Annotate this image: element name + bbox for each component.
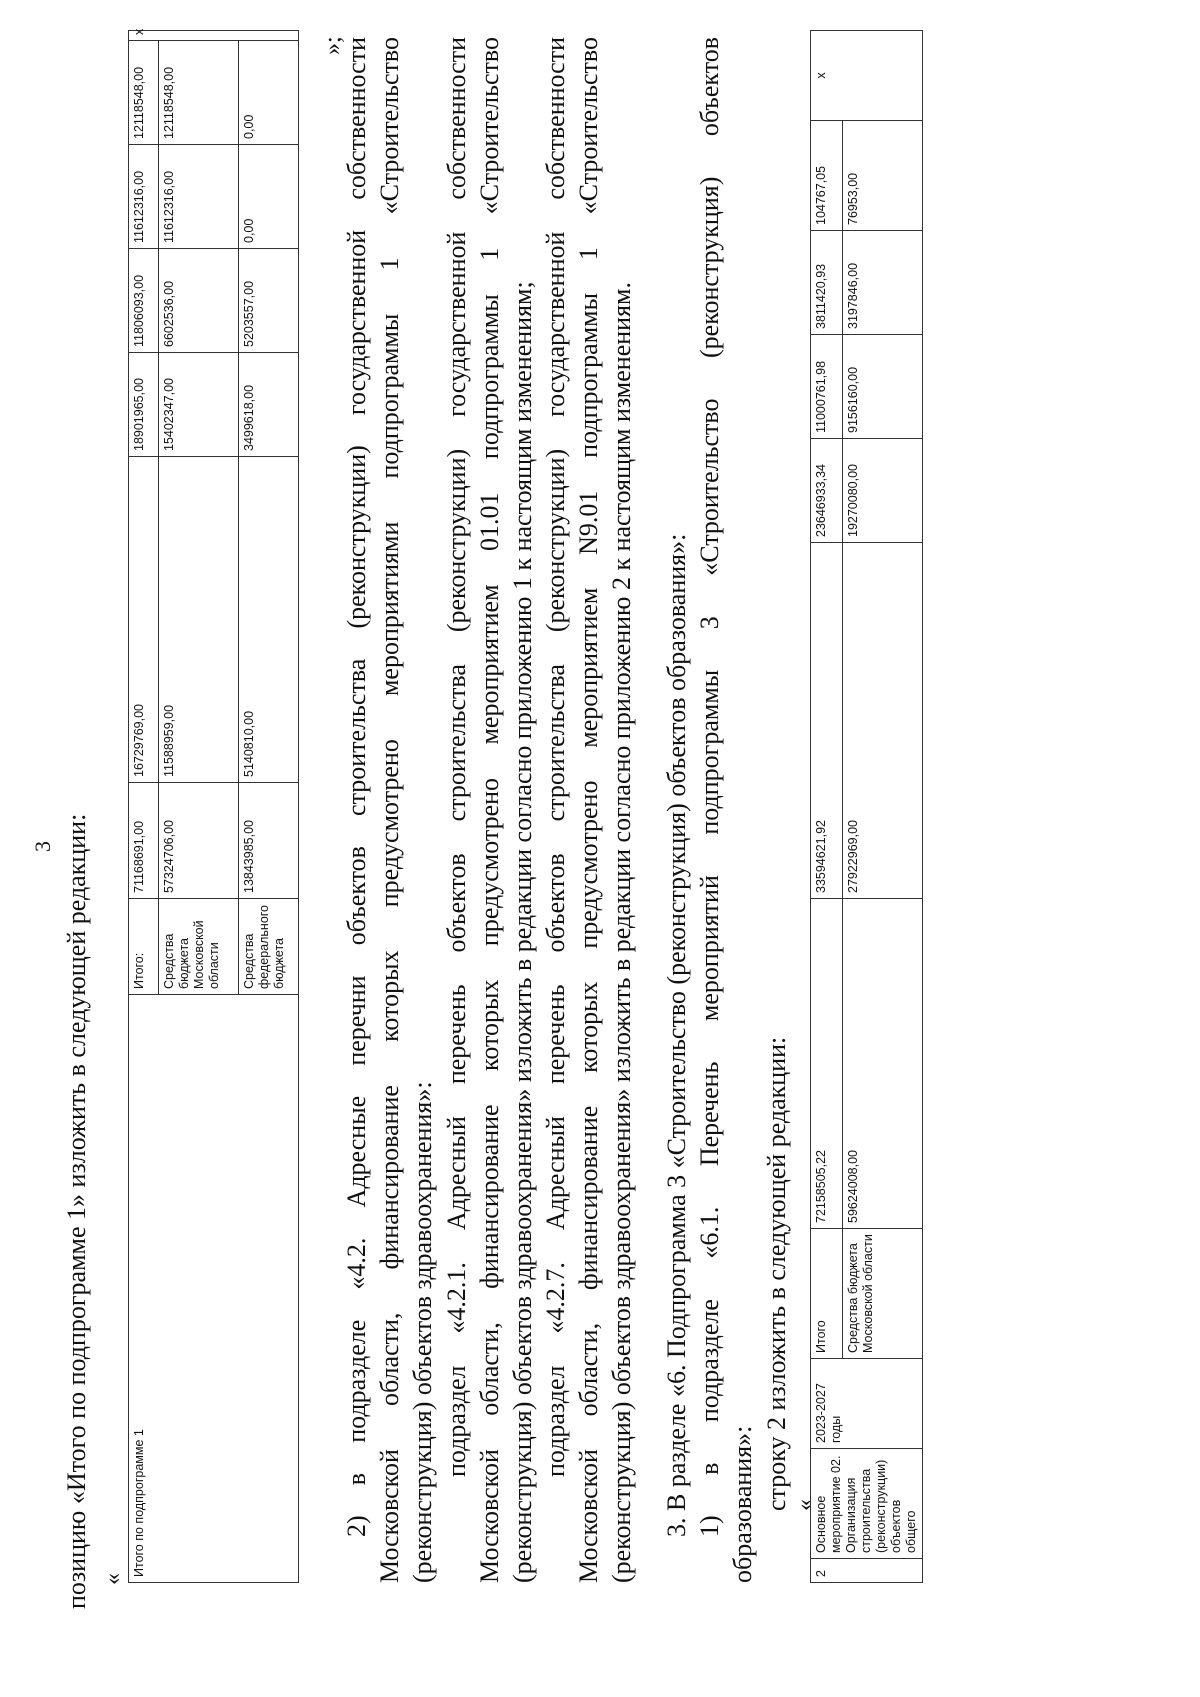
funding-source: Средства федерального бюджета <box>239 899 299 995</box>
year-2025-value: 11000761,98 <box>811 335 843 439</box>
year-2025-value: 5203557,00 <box>239 249 299 353</box>
x-mark: x <box>129 31 299 41</box>
year-2023-value: 33594621,92 <box>811 543 843 899</box>
year-2027-value: 104767,05 <box>811 121 843 231</box>
funding-source: Итого: <box>129 899 159 995</box>
year-2027-value: 76953,00 <box>843 121 923 231</box>
total-value: 59624008,00 <box>843 899 923 1229</box>
total-value: 71168691,00 <box>129 783 159 899</box>
year-2026-value: 0,00 <box>239 145 299 249</box>
total-value: 13843985,00 <box>239 783 299 899</box>
year-2026-value: 3197846,00 <box>843 231 923 335</box>
year-2027-value: 0,00 <box>239 41 299 145</box>
year-2023-value: 11588959,00 <box>159 457 239 783</box>
table-row <box>843 31 923 1583</box>
funding-source: Средства бюджета Московской области <box>159 899 239 995</box>
open-quote-2: « <box>792 1499 818 1511</box>
event-02-table <box>810 30 923 1583</box>
row-number: 2 <box>811 1559 923 1583</box>
paragraph-4-2-line-3: (реконструкция) объектов здравоохранения»: <box>408 1081 437 1583</box>
year-2025-value: 6602536,00 <box>159 249 239 353</box>
close-quote: »; <box>320 36 346 55</box>
paragraph-4-2-1-line-3: (реконструкция) объектов здравоохранения» изложить в редакции согласно приложению 1 к настоящим изменениям; <box>508 281 537 1583</box>
year-2024-value: 23646933,34 <box>811 439 843 543</box>
paragraph-4-2: 2) в подразделе «4.2. Адресные перечни объектов строительства (реконструкции) государственной собственности <box>342 37 371 1537</box>
paragraph-4-2-7: подраздел «4.2.7. Адресный перечень объектов строительства (реконструкции) государственной собственности <box>541 37 570 1477</box>
subprogram-1-total-table <box>128 30 299 1583</box>
paragraph-6-1: 1) в подразделе «6.1. Перечень мероприятий подпрограммы 3 «Строительство (реконструкция) объектов <box>695 37 724 1537</box>
total-value: 57324706,00 <box>159 783 239 899</box>
year-2025-value: 9156160,00 <box>843 335 923 439</box>
year-2024-value: 19270080,00 <box>843 439 923 543</box>
year-2024-value: 3499618,00 <box>239 353 299 457</box>
paragraph-4-2-7-line-3: (реконструкция) объектов здравоохранения» изложить в редакции согласно приложению 2 к настоящим изменениям. <box>607 282 636 1583</box>
paragraph-6-1-line-2: образования»: <box>728 1425 757 1583</box>
year-2027-value: 12118548,00 <box>129 41 159 145</box>
table-row <box>811 31 843 1583</box>
year-2027-value: 12118548,00 <box>159 41 239 145</box>
page-number: 3 <box>30 841 55 852</box>
intro-line: позицию «Итого по подпрограмме 1» изложить в следующей редакции: <box>62 813 91 1609</box>
year-2023-value: 27922969,00 <box>843 543 923 899</box>
funding-source: Средства бюджета Московской области <box>843 1229 923 1359</box>
paragraph-4-2-1: подраздел «4.2.1. Адресный перечень объектов строительства (реконструкции) государственной собственности <box>442 37 471 1477</box>
table-row <box>129 31 159 1583</box>
year-2023-value: 16729769,00 <box>129 457 159 783</box>
x-mark: x <box>811 31 923 121</box>
year-2025-value: 11806093,00 <box>129 249 159 353</box>
paragraph-4-2-line-2: Московской области, финансирование которых предусмотрено мероприятиями подпрограммы 1 «Строительство <box>375 37 404 1583</box>
section-3-heading: 3. В разделе «6. Подпрограмма 3 «Строительство (реконструкция) объектов образования»: <box>662 533 691 1537</box>
subprogram-label: Итого по подпрограмме 1 <box>129 995 299 1583</box>
year-2026-value: 11612316,00 <box>129 145 159 249</box>
row-2-instruction: строку 2 изложить в следующей редакции: <box>762 1036 791 1511</box>
year-2023-value: 5140810,00 <box>239 457 299 783</box>
year-2024-value: 15402347,00 <box>159 353 239 457</box>
total-value: 72158505,22 <box>811 899 843 1229</box>
paragraph-4-2-7-line-2: Московской области, финансирование которых предусмотрено мероприятием N9.01 подпрограммы 1 «Строительство <box>574 37 603 1583</box>
event-period: 2023-2027 годы <box>811 1359 923 1449</box>
event-name: Основное мероприятие 02. Организация строительства (реконструкции) объектов общего <box>811 1449 923 1559</box>
year-2026-value: 3811420,93 <box>811 231 843 335</box>
year-2024-value: 18901965,00 <box>129 353 159 457</box>
year-2026-value: 11612316,00 <box>159 145 239 249</box>
paragraph-4-2-1-line-2: Московской области, финансирование которых предусмотрено мероприятием 01.01 подпрограммы 1 «Строительство <box>475 37 504 1583</box>
funding-source: Итого <box>811 1229 843 1359</box>
open-quote: « <box>100 1573 126 1585</box>
